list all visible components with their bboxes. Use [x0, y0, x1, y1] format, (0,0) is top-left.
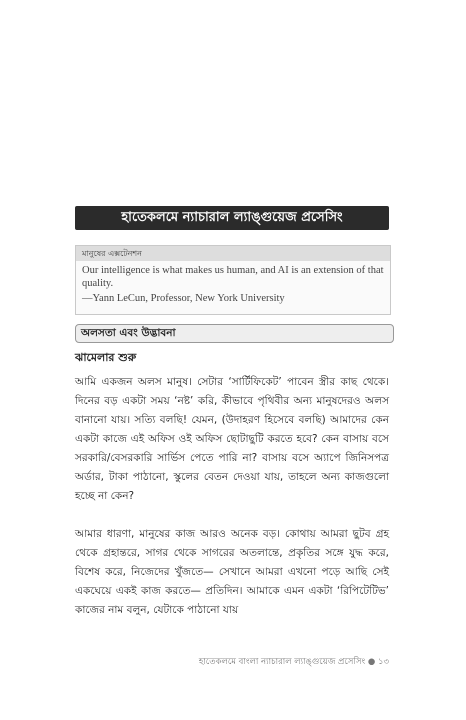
quote-box	[75, 245, 391, 315]
quote-author: —Yann LeCun, Professor, New York University	[82, 293, 285, 304]
page-number: ১৩	[377, 657, 389, 667]
chapter-title-bar	[75, 206, 389, 230]
footer-bullet: ●	[367, 657, 376, 667]
page-footer	[75, 655, 389, 669]
footer-book-title: হাতেকলমে বাংলা ন্যাচারাল ল্যাঙ্গুয়েজ প্রসেসিং	[198, 657, 366, 667]
quote-text: Our intelligence is what makes us human, and AI is an extension of that quality.	[82, 265, 384, 289]
chapter-title: হাতেকলমে ন্যাচারাল ল্যাঙ্গুয়েজ প্রসেসিং	[121, 209, 343, 225]
paragraph-1: আমি একজন অলস মানুষ। সেটার ‘সার্টিফিকেট’ পাবেন স্ত্রীর কাছ থেকে। দিনের বড় একটা সময় ‘নষ্ট’ করি, কীভাবে পৃথিবীর অন্য মানুষদেরও অলস বানানো যায়। সত্যি বলছি! যেমন, (উদাহরণ হিসেবে বলছি) আমাদের কেন একটা কাজে এই অফিস ওই অফিস ছোটাছুটি করতে হবে? কেন বাসায় বসে সরকারি/বেসরকারি সার্ভিস পেতে পারি না? বাসায় বসে অ্যাপে জিনিসপত্র অর্ডার, টাকা পাঠানো, স্কুলের বেতন দেওয়া যায়, তাহলে অন্য কাজগুলো হচ্ছে না কেন?	[75, 376, 389, 502]
subheading: ঝামেলার শুরু	[75, 351, 137, 364]
quote-heading: মানুষের এক্সটেনশন	[76, 246, 390, 261]
section-title: অলসতা এবং উদ্ভাবনা	[75, 324, 394, 343]
paragraph-2: আমার ধারণা, মানুষের কাজ আরও অনেক বড়। কোথায় আমরা ছুটব গ্রহ থেকে গ্রহান্তরে, সাগর থেকে সাগরের অতলান্তে, প্রকৃতির সঙ্গে যুদ্ধ করে, বিশেষ করে, নিজেদের খুঁজতে— সেখানে আমরা এখনো পড়ে আছি সেই একঘেয়ে একই কাজ করতে— প্রতিদিন। আমাকে এমন একটা ‘রিপিটেটিভ’ কাজের নাম বলুন, যেটাকে পাঠানো যায়	[75, 528, 389, 616]
